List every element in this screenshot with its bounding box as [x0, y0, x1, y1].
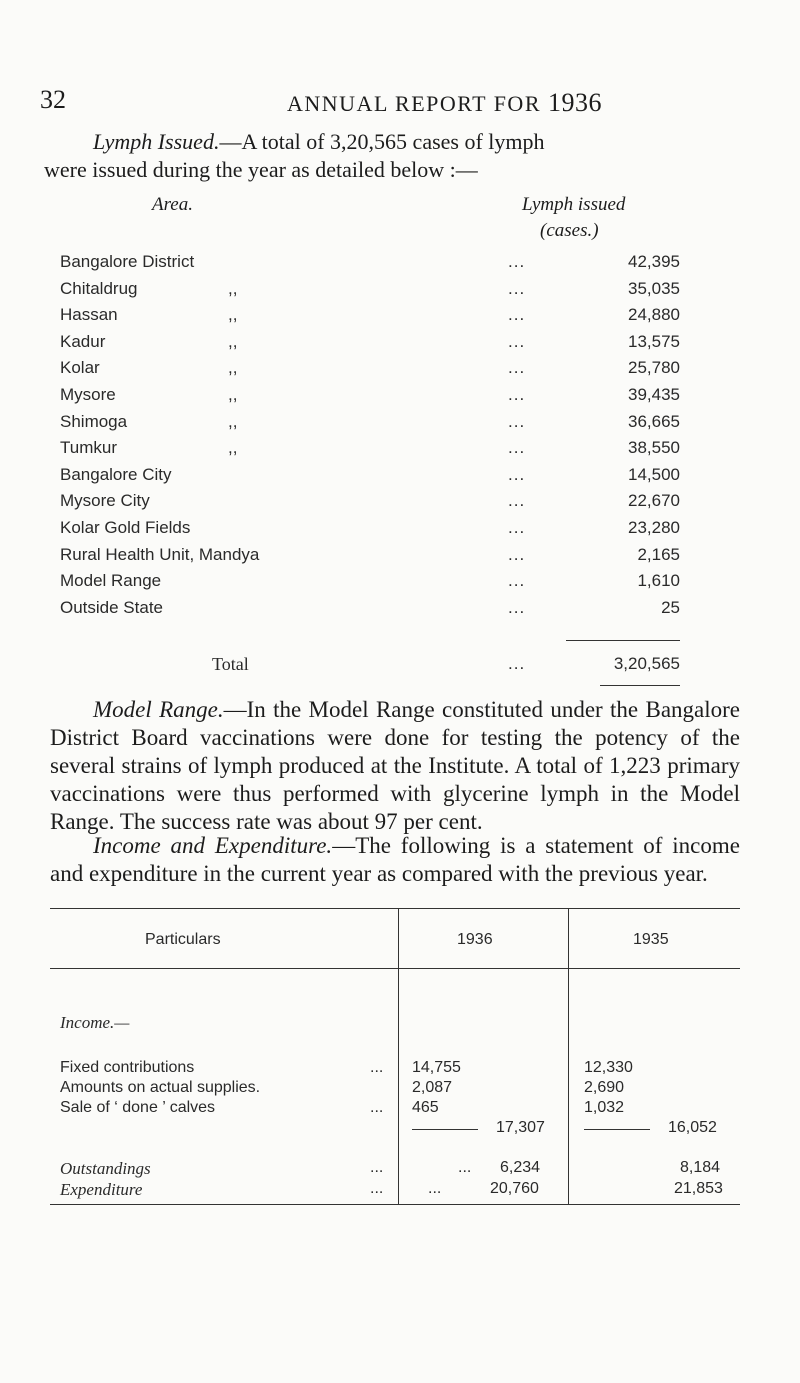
running-header-text: ANNUAL REPORT FOR	[287, 91, 548, 116]
lymph-issued-column-header: Lymph issued	[522, 194, 626, 215]
lymph-row	[60, 545, 680, 569]
income-item-1936: 465	[412, 1099, 439, 1116]
lymph-total-row	[60, 654, 680, 678]
expenditure-dots: ...	[370, 1180, 384, 1197]
outstandings-label: Outstandings	[60, 1159, 151, 1178]
total-rule-top	[566, 640, 680, 641]
income-item-1936: 14,755	[412, 1059, 461, 1076]
total-rule-bottom	[600, 685, 680, 686]
lymph-value: 39,435	[628, 385, 680, 404]
lymph-value: 1,610	[637, 571, 680, 591]
lymph-intro-line1: —A total of 3,20,565 cases of lymph	[219, 129, 545, 154]
model-range-body: —In the Model Range constituted under the Bangalore District Board vaccinations were done for testing the potency of the several strains of lymph produced at the Institute. A total of 1,223 primary vaccinations were thus performed with glycerine lymph in the Model Range. The success rate was about 97 per cent.	[50, 697, 740, 834]
outstandings-1935: 8,184	[680, 1159, 721, 1176]
table-header-rule	[50, 968, 740, 969]
income-item-1935: 2,690	[584, 1079, 625, 1096]
lymph-value: 35,035	[628, 278, 680, 298]
lymph-intro-line2: were issued during the year as detailed below :—	[44, 157, 478, 182]
area-column-header: Area.	[152, 194, 193, 215]
income-item-1936: 2,087	[412, 1079, 453, 1096]
lymph-row	[60, 412, 680, 436]
income-item-1935: 12,330	[584, 1059, 633, 1076]
income-item-label: Fixed contributions	[60, 1059, 195, 1076]
subtotal-dash-1936	[412, 1129, 478, 1130]
col-header-particulars: Particulars	[145, 931, 221, 948]
area-name: Kadur	[60, 331, 106, 351]
expenditure-1935: 21,853	[674, 1180, 723, 1197]
leader-dots: ...	[508, 518, 526, 537]
leader-dots: ...	[508, 252, 526, 271]
area-name: Outside State	[60, 597, 164, 617]
income-total-1935: 16,052	[668, 1119, 717, 1136]
table-bottom-rule	[50, 1204, 740, 1205]
lymph-value: 13,575	[628, 331, 680, 351]
lymph-row	[60, 279, 680, 303]
lymph-row	[60, 385, 680, 409]
leader-dots: ...	[508, 571, 526, 591]
leader-dots: ...	[508, 358, 526, 378]
leader-dots: ...	[508, 491, 526, 511]
page-number: 32	[40, 85, 66, 114]
total-dots: ...	[508, 654, 526, 673]
expenditure-dots-1936: ...	[428, 1180, 442, 1197]
lymph-value: 14,500	[628, 464, 680, 484]
lymph-value: 36,665	[628, 411, 680, 431]
table-vline-1	[398, 908, 399, 1204]
area-name: Tumkur	[60, 438, 117, 458]
running-header	[287, 88, 602, 118]
col-header-1935: 1935	[633, 931, 669, 948]
table-vline-2	[568, 908, 569, 1204]
area-name: Bangalore City	[60, 464, 172, 484]
cases-column-subheader: (cases.)	[540, 220, 599, 241]
table-top-rule	[50, 908, 740, 909]
col-header-1936: 1936	[457, 931, 493, 948]
ditto-mark: ,,	[228, 331, 238, 351]
area-name: Rural Health Unit, Mandya	[60, 544, 260, 564]
lymph-row	[60, 305, 680, 329]
income-expenditure-paragraph	[50, 832, 740, 888]
outstandings-1936: 6,234	[500, 1159, 541, 1176]
expenditure-label: Expenditure	[60, 1180, 143, 1199]
lymph-value: 25	[661, 597, 680, 617]
running-header-year: 1936	[548, 88, 602, 117]
leader-dots: ...	[508, 305, 526, 325]
income-expenditure-heading: Income and Expenditure.	[93, 833, 333, 858]
lymph-row	[60, 358, 680, 382]
total-value: 3,20,565	[613, 654, 680, 673]
ditto-mark: ,,	[228, 385, 238, 404]
area-name: Model Range	[60, 571, 162, 591]
ditto-mark: ,,	[228, 438, 238, 458]
ditto-mark: ,,	[228, 358, 238, 378]
area-name: Chitaldrug	[60, 278, 138, 298]
lymph-row	[60, 598, 680, 622]
expenditure-1936: 20,760	[490, 1180, 539, 1197]
lymph-value: 22,670	[628, 491, 680, 511]
leader-dots: ...	[508, 464, 526, 484]
area-name: Bangalore District	[60, 252, 195, 271]
lymph-value: 42,395	[628, 252, 680, 271]
lymph-row	[60, 491, 680, 515]
lymph-row	[60, 518, 680, 542]
ditto-mark: ,,	[228, 305, 238, 325]
area-name: Kolar Gold Fields	[60, 518, 191, 537]
area-name: Shimoga	[60, 411, 128, 431]
lymph-value: 23,280	[628, 518, 680, 537]
outstandings-dots: ...	[370, 1159, 384, 1176]
lymph-row	[60, 252, 680, 276]
income-item-1935: 1,032	[584, 1099, 625, 1116]
leader-dots: ...	[508, 597, 526, 617]
leader-dots: ...	[508, 438, 526, 458]
lymph-row	[60, 465, 680, 489]
model-range-paragraph	[50, 696, 740, 836]
lymph-row	[60, 571, 680, 595]
area-name: Kolar	[60, 358, 100, 378]
subtotal-dash-1935	[584, 1129, 650, 1130]
leader-dots: ...	[508, 411, 526, 431]
income-item-dots: ...	[370, 1099, 384, 1116]
leader-dots: ...	[508, 385, 526, 404]
income-expenditure-body: —The following is a statement of income and expenditure in the current year as compared with the previous year.	[50, 833, 740, 886]
leader-dots: ...	[508, 544, 526, 564]
income-label: Income.—	[60, 1013, 130, 1032]
income-total-1936: 17,307	[496, 1119, 545, 1136]
total-label: Total	[212, 654, 249, 674]
area-name: Mysore	[60, 385, 116, 404]
leader-dots: ...	[508, 331, 526, 351]
lymph-heading: Lymph Issued.	[93, 129, 220, 154]
area-name: Hassan	[60, 305, 118, 325]
income-item-label: Sale of ‘ done ’ calves	[60, 1099, 216, 1116]
lymph-row	[60, 438, 680, 462]
ditto-mark: ,,	[228, 278, 238, 298]
income-item-dots: ...	[370, 1059, 384, 1076]
outstandings-dots-1936: ...	[458, 1159, 472, 1176]
leader-dots: ...	[508, 278, 526, 298]
lymph-value: 25,780	[628, 358, 680, 378]
lymph-value: 24,880	[628, 305, 680, 325]
ditto-mark: ,,	[228, 411, 238, 431]
income-item-label: Amounts on actual supplies.	[60, 1079, 261, 1096]
model-range-heading: Model Range.	[93, 697, 224, 722]
lymph-intro	[44, 128, 740, 184]
lymph-row	[60, 332, 680, 356]
lymph-value: 2,165	[637, 544, 680, 564]
area-name: Mysore City	[60, 491, 150, 511]
lymph-value: 38,550	[628, 438, 680, 458]
